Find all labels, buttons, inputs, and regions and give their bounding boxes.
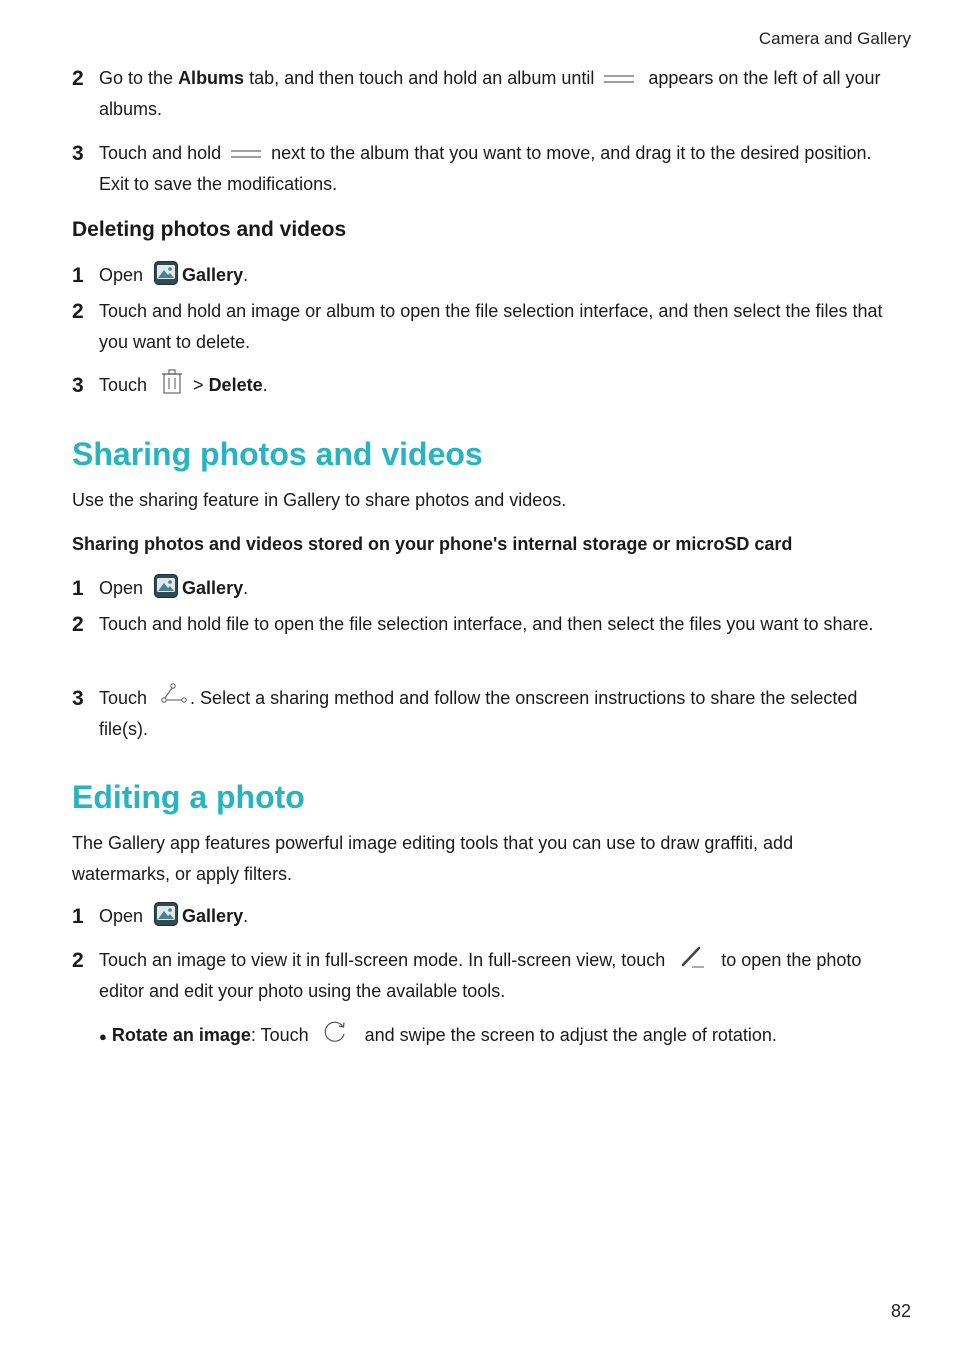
step-text: Open Gallery. (99, 901, 892, 932)
step-number: 3 (72, 374, 84, 397)
step-item (72, 63, 892, 125)
section-subheading: Deleting photos and videos (72, 218, 347, 241)
step-text: Open Gallery. (99, 260, 892, 291)
step-number: 2 (72, 949, 84, 972)
step-text: Touch and hold file to open the file selection interface, and then select the files you want to share. (99, 614, 874, 634)
step-text: Touch and hold an image or album to open the file selection interface, and then select the files that you want to delete. (99, 301, 883, 352)
step-item (72, 296, 892, 358)
gallery-app-icon (154, 574, 178, 598)
step-text: Touch an image to view it in full-screen mode. In full-screen view, touch to open the photo editor and edit your photo using the available tools. (99, 945, 892, 1007)
gallery-label: Gallery (182, 578, 244, 598)
section-heading: Editing a photo (72, 779, 305, 815)
gallery-label: Gallery (182, 906, 244, 926)
step-number: 1 (72, 905, 84, 928)
albums-label: Albums (178, 68, 245, 88)
bullet-item: ● Rotate an image: Touch and swipe the screen to adjust the angle of rotation. (99, 1020, 899, 1052)
gallery-label: Gallery (182, 265, 244, 285)
step-item (72, 901, 892, 932)
step-item (72, 609, 892, 640)
step-number: 1 (72, 577, 84, 600)
section-intro: Use the sharing feature in Gallery to share photos and videos. (72, 490, 567, 510)
section-intro: The Gallery app features powerful image editing tools that you can use to draw graffiti, add watermarks, or apply filters. (72, 833, 794, 884)
step-item (72, 683, 892, 745)
drag-handle-icon (230, 148, 262, 160)
delete-label: Delete (208, 375, 263, 395)
step-number: 1 (72, 264, 84, 287)
bullet-label: Rotate an image (111, 1025, 251, 1045)
step-item (72, 945, 892, 1007)
gallery-app-icon (154, 902, 178, 926)
rotate-icon (322, 1019, 348, 1045)
edit-icon (680, 945, 706, 969)
step-item (72, 260, 892, 291)
gallery-app-icon (154, 261, 178, 285)
trash-icon (160, 369, 184, 395)
step-item (72, 138, 892, 200)
step-text: Go to the Albums tab, and then touch and hold an album until appears on the left of all your albums. (99, 68, 881, 119)
drag-handle-icon (603, 73, 635, 85)
section-subheading: Sharing photos and videos stored on your phone's internal storage or microSD card (72, 534, 793, 554)
page-number: 82 (890, 1301, 911, 1321)
step-item (72, 370, 892, 401)
step-item (72, 573, 892, 604)
step-number: 3 (72, 687, 84, 710)
step-text: Touch . Select a sharing method and follow the onscreen instructions to share the selected file(s). (99, 683, 892, 745)
step-number: 2 (72, 300, 84, 323)
bullet-dot: ● (99, 1029, 107, 1044)
section-heading: Sharing photos and videos (72, 436, 483, 472)
step-number: 2 (72, 613, 84, 636)
share-icon (160, 683, 188, 705)
step-text: Open Gallery. (99, 573, 892, 604)
step-number: 2 (72, 67, 84, 90)
step-text: Touch and hold next to the album that you want to move, and drag it to the desired position. Exit to save the modifications. (99, 143, 872, 194)
running-header: Camera and Gallery (758, 29, 911, 48)
step-number: 3 (72, 142, 84, 165)
step-text: Touch > Delete. (99, 370, 892, 401)
